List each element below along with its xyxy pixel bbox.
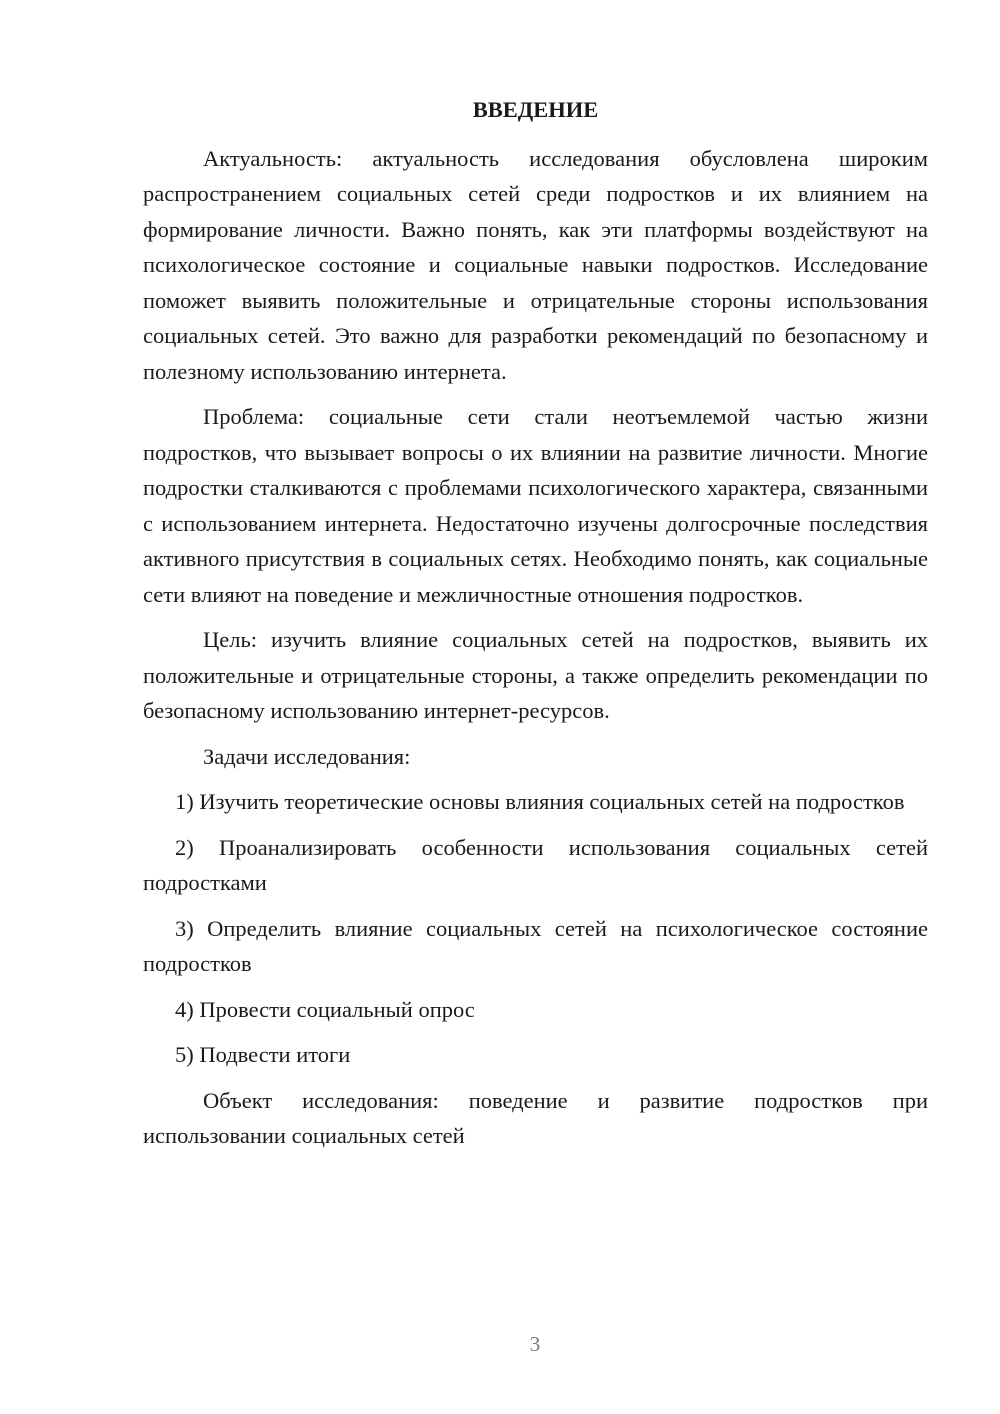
paragraph-object: Объект исследования: поведение и развитие подростков при использовании социальных сетей xyxy=(143,1087,928,1148)
document-page xyxy=(143,92,928,1164)
paragraph-relevance: Актуальность: актуальность исследования обусловлена широким распространением социальных сетей среди подростков и их влиянием на формирование личности. Важно понять, как эти платформы воздействуют на психологическое состояние и социальные навыки подростков. Исследование поможет выявить положительные и отрицательные стороны использования социальных сетей. Это важно для разработки рекомендаций по безопасному и полезному использованию интернета. xyxy=(143,145,928,384)
page-number: 3 xyxy=(529,1332,541,1356)
task-item: 4) Провести социальный опрос xyxy=(175,996,475,1022)
task-item: 5) Подвести итоги xyxy=(175,1042,351,1067)
paragraph-problem: Проблема: социальные сети стали неотъемлемой частью жизни подростков, что вызывает вопросы о их влиянии на развитие личности. Многие подростки сталкиваются с проблемами психологического характера, связанными с использованием интернета. Недостаточно изучены долгосрочные последствия активного присутствия в социальных сетях. Необходимо понять, как социальные сети влияют на поведение и межличностные отношения подростков. xyxy=(143,404,928,607)
tasks-heading: Задачи исследования: xyxy=(203,743,411,769)
task-item: 2) Проанализировать особенности использования социальных сетей подростками xyxy=(143,834,928,895)
paragraph-goal: Цель: изучить влияние социальных сетей на подростков, выявить их положительные и отрицательные стороны, а также определить рекомендации по безопасному использованию интернет-ресурсов. xyxy=(143,627,928,723)
section-title: ВВЕДЕНИЕ xyxy=(472,97,599,122)
task-item: 1) Изучить теоретические основы влияния социальных сетей на подростков xyxy=(175,789,905,814)
task-item: 3) Определить влияние социальных сетей на психологическое состояние подростков xyxy=(143,915,928,976)
